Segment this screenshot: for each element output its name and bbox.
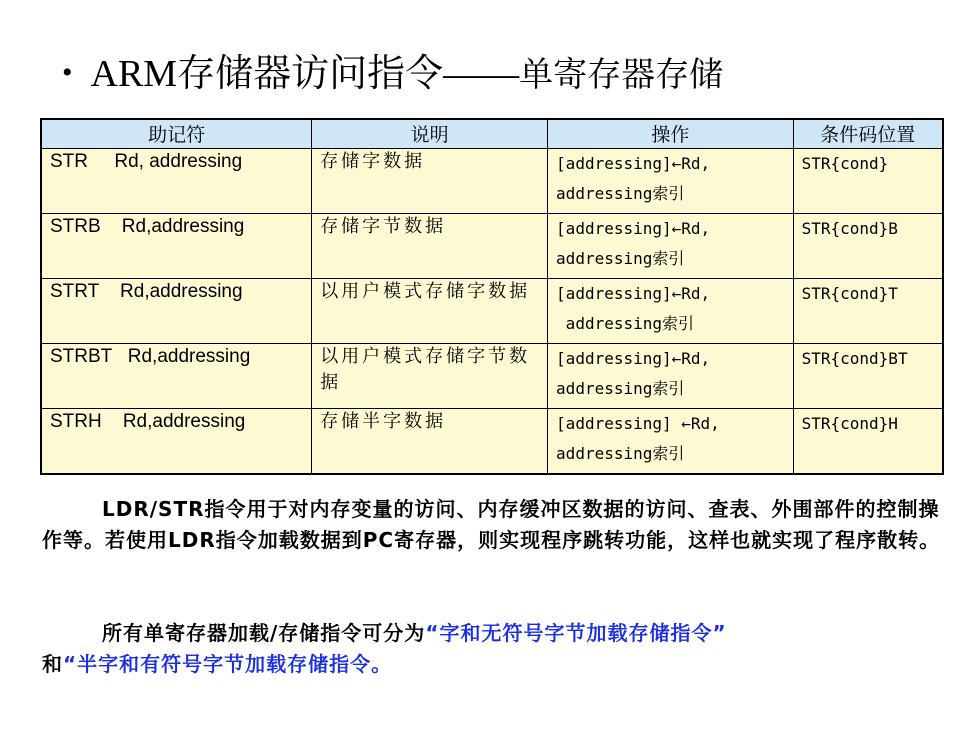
cell-description: 存储字数据: [312, 149, 548, 214]
cell-description: 存储字节数据: [312, 214, 548, 279]
table-row: [41, 409, 943, 475]
cell-condition: STR{cond}BT: [793, 344, 943, 409]
header-operation: 操作: [548, 119, 794, 149]
cell-operation: [548, 149, 794, 214]
table-row: [41, 344, 943, 409]
cell-condition: STR{cond}T: [793, 279, 943, 344]
operation-line: addressing索引: [556, 314, 695, 333]
cell-operation: [548, 409, 794, 475]
title-main: ARM存储器访问指令——: [90, 53, 520, 95]
highlight-halfword-signed-byte: “半字和有符号字节加载存储指令。: [63, 652, 393, 676]
paragraph-prefix: 所有单寄存器加载/存储指令可分为: [102, 621, 426, 645]
paragraph-ldr-str: [42, 494, 947, 556]
cell-condition: STR{cond}B: [793, 214, 943, 279]
header-condition: 条件码位置: [793, 119, 943, 149]
paragraph-text: LDR/STR指令用于对内存变量的访问、内存缓冲区数据的访问、查表、外围部件的控制操作等。若使用LDR指令加载数据到PC寄存器，则实现程序跳转功能，这样也就实现了程序散转。: [42, 497, 941, 552]
operation-line: [addressing]←Rd,: [556, 219, 711, 238]
cell-mnemonic: STRT Rd,addressing: [41, 279, 312, 344]
cell-operation: [548, 344, 794, 409]
slide-title: [62, 48, 723, 100]
operation-line: addressing索引: [556, 249, 685, 268]
cell-description: 以用户模式存储字数据: [312, 279, 548, 344]
table-header-row: [41, 119, 943, 149]
paragraph-categories: [42, 618, 947, 680]
table-row: [41, 279, 943, 344]
operation-line: addressing索引: [556, 184, 685, 203]
title-sub: 单寄存器存储: [519, 55, 724, 95]
operation-line: addressing索引: [556, 444, 685, 463]
operation-line: [addressing]←Rd,: [556, 154, 711, 173]
header-description: 说明: [312, 119, 548, 149]
operation-line: addressing索引: [556, 379, 685, 398]
cell-condition: STR{cond}: [793, 149, 943, 214]
cell-condition: STR{cond}H: [793, 409, 943, 475]
table-row: [41, 149, 943, 214]
cell-operation: [548, 279, 794, 344]
header-mnemonic: 助记符: [41, 119, 312, 149]
cell-mnemonic: STRBT Rd,addressing: [41, 344, 312, 409]
cell-mnemonic: STRB Rd,addressing: [41, 214, 312, 279]
cell-mnemonic: STRH Rd,addressing: [41, 409, 312, 475]
table-row: [41, 214, 943, 279]
operation-line: [addressing]←Rd,: [556, 349, 711, 368]
cell-description: 以用户模式存储字节数据: [312, 344, 548, 409]
operation-line: [addressing]←Rd,: [556, 284, 711, 303]
cell-description: 存储半字数据: [312, 409, 548, 475]
paragraph-middle: 和: [42, 652, 63, 676]
cell-operation: [548, 214, 794, 279]
operation-line: [addressing] ←Rd,: [556, 414, 720, 433]
bullet-icon: •: [62, 56, 73, 89]
instruction-table: [40, 118, 944, 475]
cell-mnemonic: STR Rd, addressing: [41, 149, 312, 214]
highlight-word-unsigned-byte: “字和无符号字节加载存储指令”: [425, 621, 727, 645]
